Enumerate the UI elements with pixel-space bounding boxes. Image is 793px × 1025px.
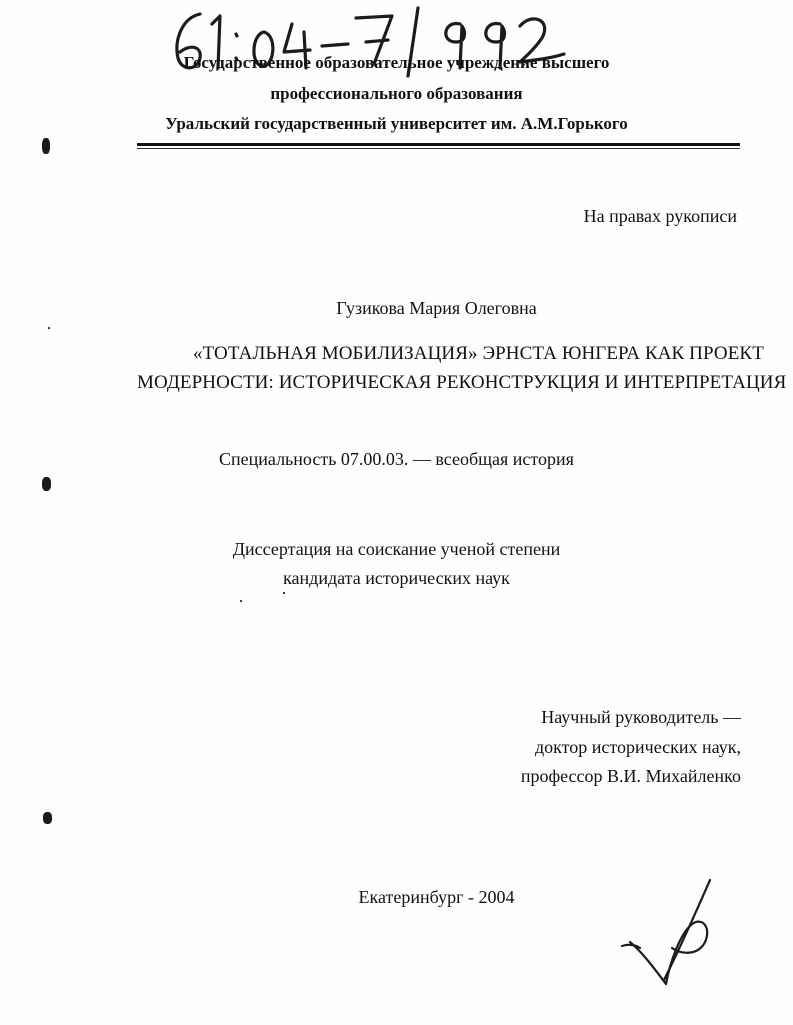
institution-line-1: Государственное образовательное учреждение высшего bbox=[183, 53, 610, 72]
thesis-title-line-2: МОДЕРНОСТИ: ИСТОРИЧЕСКАЯ РЕКОНСТРУКЦИЯ И ИНТЕРПРЕТАЦИЯ bbox=[137, 372, 787, 393]
rights-note: На правах рукописи bbox=[583, 206, 737, 226]
institution-line-2: профессионального образования bbox=[270, 84, 523, 103]
scan-speck bbox=[42, 477, 51, 491]
place-year: Екатеринбург - 2004 bbox=[358, 887, 515, 907]
supervisor-line-1: Научный руководитель — bbox=[541, 707, 741, 727]
scan-speck bbox=[283, 592, 285, 594]
scan-speck bbox=[48, 327, 50, 329]
signature-mark bbox=[618, 872, 728, 992]
dissertation-line-1: Диссертация на соискание ученой степени bbox=[232, 539, 561, 559]
dissertation-line-2: кандидата исторических наук bbox=[283, 568, 510, 588]
supervisor-line-3: профессор В.И. Михайленко bbox=[520, 766, 741, 786]
thesis-title-line-1: «ТОТАЛЬНАЯ МОБИЛИЗАЦИЯ» ЭРНСТА ЮНГЕРА КАК ПРОЕКТ bbox=[193, 343, 764, 364]
author-name: Гузикова Мария Олеговна bbox=[336, 298, 537, 318]
scan-speck bbox=[42, 138, 50, 154]
scan-speck bbox=[240, 600, 242, 602]
header-rule-thick bbox=[137, 143, 740, 146]
institution-line-3: Уральский государственный университет им. А.М.Горького bbox=[165, 114, 628, 133]
scan-speck bbox=[43, 812, 52, 824]
specialty: Специальность 07.00.03. — всеобщая история bbox=[219, 449, 574, 469]
svg-text:61:04-7/992: 61:04-7/992 bbox=[160, 12, 167, 13]
header-rule-thin bbox=[137, 148, 740, 149]
supervisor-line-2: доктор исторических наук, bbox=[535, 737, 741, 757]
